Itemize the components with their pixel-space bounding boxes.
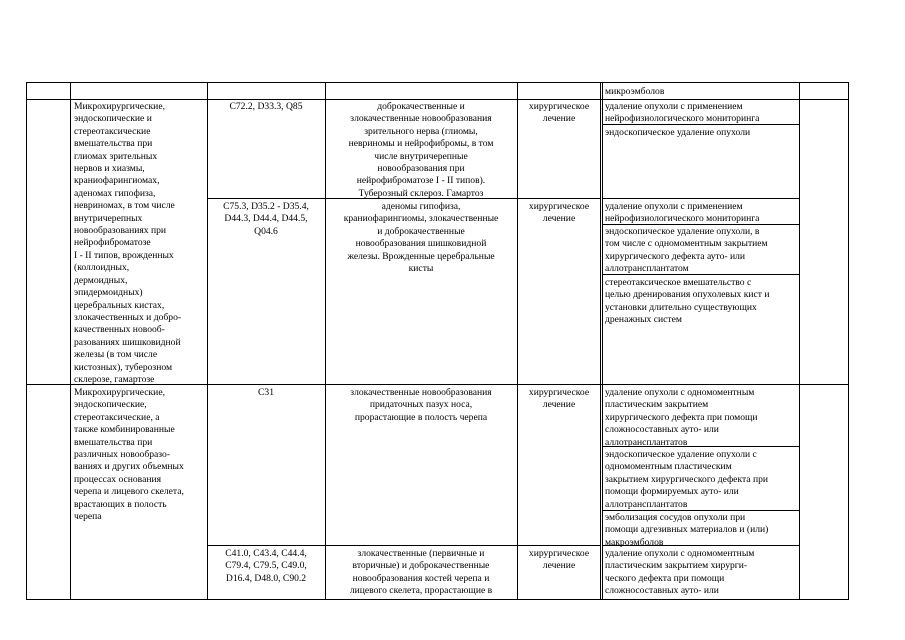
procedure-group-name: Микрохирургические, эндоскопические, стереотаксические, а также комбинированные вмешательства при различных новообразо- ваниях и других объемных процессах основания черепа и лицевого скелета, врастающих в полость черепа — [74, 387, 184, 523]
column-border — [848, 82, 849, 600]
disease-cell: злокачественные новообразования придаточных пазух носа, прорастающие в полость черепа — [350, 387, 492, 423]
method-cell: стереотаксическое вмешательство с целью дренирования опухолевых кист и установки длительно существующих дренажных систем — [605, 277, 770, 326]
column-border — [799, 82, 800, 600]
treatment-type-cell: хирургическое лечение — [528, 548, 590, 572]
column-border — [70, 82, 71, 600]
row-separator — [26, 99, 849, 100]
method-cell: эндоскопическое удаление опухоли, в том числе с одномоментным закрытием хирургического дефекта ауто- или аллотрансплантатом — [605, 226, 768, 275]
method-separator — [602, 198, 799, 199]
treatment-type-cell: хирургическое лечение — [528, 387, 590, 411]
disease-cell: аденомы гипофиза, краниофарингиомы, злокачественные и доброкачественные новообразования шишковидной железы. Врожденные церебральные кисты — [343, 201, 499, 275]
method-cell: удаление опухоли с применением нейрофизиологического мониторинга — [605, 201, 760, 225]
column-border — [600, 82, 601, 600]
treatment-type-cell: хирургическое лечение — [528, 201, 590, 225]
procedure-group-name: Микрохирургические, эндоскопические и стереотаксические вмешательства при глиомах зрительных нервов и хиазмы, краниофарингиомах, аденомах гипофиза, невриномах, в том числе внутричерепных новообразованиях при нейрофиброматозе I - II типов, врожденных (коллоидных, дермоидных, эпидермоидных) церебральных кистах, злокачественных и добро- качественных новооб- разованиях шишковидной железы (в том числе кистозных), туберозном склерозе, гамартозе — [74, 101, 182, 385]
row-separator — [207, 545, 600, 546]
table-bottom-border — [26, 599, 849, 600]
method-cell: микроэмболов — [605, 86, 665, 97]
column-border — [325, 82, 326, 600]
method-cell: удаление опухоли с применением нейрофизиологического мониторинга — [605, 101, 760, 125]
disease-cell: доброкачественные и злокачественные новообразования зрительного нерва (глиомы, невриномы и нейрофибромы, в том числе внутричерепные новообразования при нейрофиброматозе I - II типов). Туберозный склероз. Гамартоз — [348, 101, 494, 199]
icd-codes-cell: C75.3, D35.2 - D35.4, D44.3, D44.4, D44.5, Q04.6 — [223, 201, 309, 237]
column-border — [517, 82, 518, 600]
disease-cell: злокачественные (первичные и вторичные) и доброкачественные новообразования костей черепа и лицевого скелета, прорастающие в — [349, 548, 493, 597]
column-border — [602, 82, 603, 600]
treatment-type-cell: хирургическое лечение — [528, 101, 590, 125]
method-cell: удаление опухоли с одномоментным пластическим закрытием хирургического дефекта при помощи сложносоставных ауто- или аллотрансплантатов — [605, 387, 758, 448]
column-border — [207, 82, 208, 600]
method-cell: удаление опухоли с одномоментным пластическим закрытием хирурги- ческого дефекта при помощи сложносоставных ауто- или — [605, 548, 755, 597]
icd-codes-cell: C72.2, D33.3, Q85 — [229, 101, 303, 112]
icd-codes-cell: C41.0, C43.4, C44.4, C79.4, C79.5, C49.0, D16.4, D48.0, C90.2 — [225, 548, 307, 584]
method-cell: эмболизация сосудов опухоли при помощи адгезивных материалов и (или) макроэмболов — [605, 512, 769, 548]
icd-codes-cell: C31 — [258, 387, 274, 398]
method-cell: эндоскопическое удаление опухоли с одномоментным пластическим закрытием хирургического дефекта при помощи формируемых ауто- или аллотрансплантатов — [605, 449, 769, 510]
column-border — [26, 82, 27, 600]
method-cell: эндоскопическое удаление опухоли — [605, 127, 751, 138]
table-top-border — [26, 82, 849, 83]
